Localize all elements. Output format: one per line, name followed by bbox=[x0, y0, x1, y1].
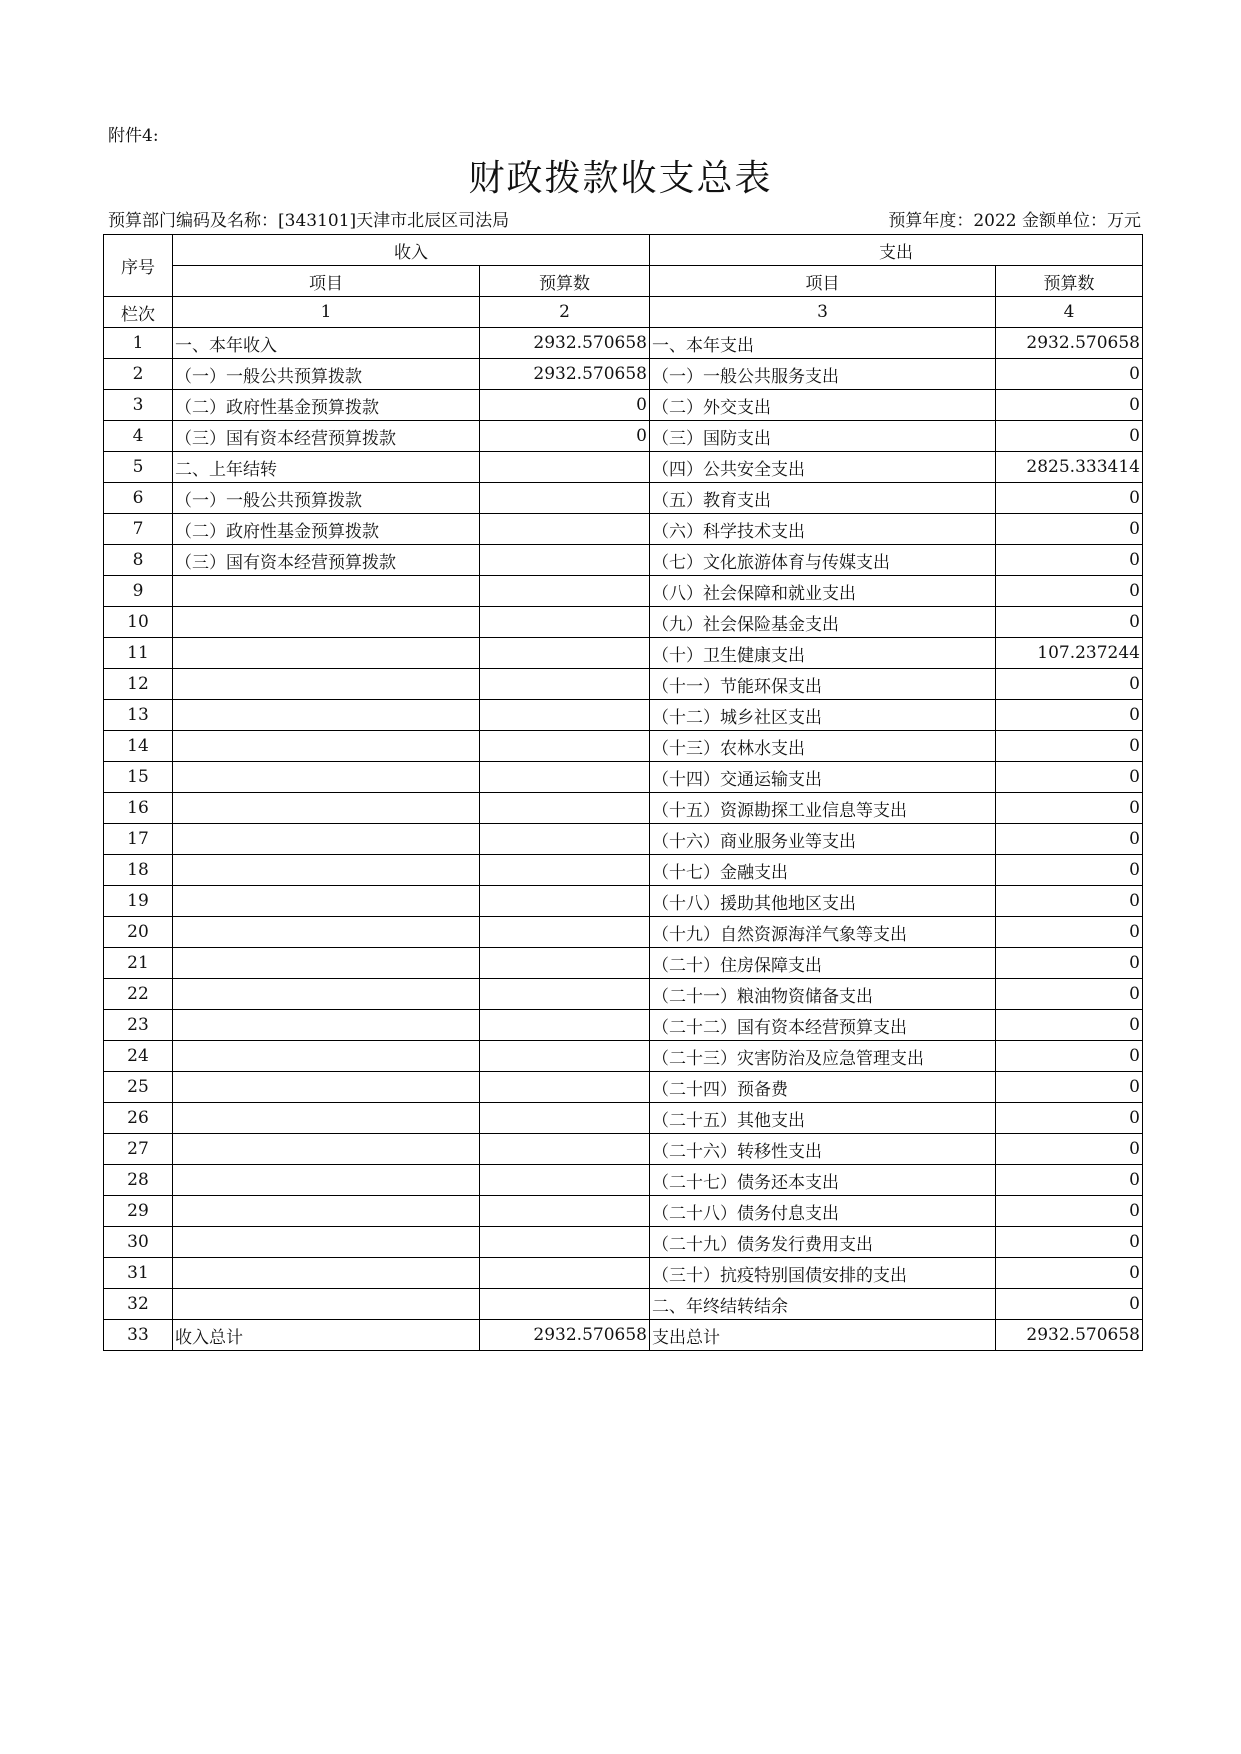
header-seq: 序号 bbox=[104, 235, 173, 297]
header-income-budget: 预算数 bbox=[480, 266, 650, 297]
income-item: 收入总计 bbox=[173, 1320, 480, 1351]
row-seq: 26 bbox=[104, 1103, 173, 1134]
table-row bbox=[104, 1041, 1143, 1072]
expense-amount: 0 bbox=[996, 793, 1143, 824]
income-item bbox=[173, 1041, 480, 1072]
income-item bbox=[173, 700, 480, 731]
row-seq: 8 bbox=[104, 545, 173, 576]
expense-amount: 2932.570658 bbox=[996, 1320, 1143, 1351]
income-item bbox=[173, 1010, 480, 1041]
table-row bbox=[104, 359, 1143, 390]
income-item bbox=[173, 731, 480, 762]
expense-item: （九）社会保险基金支出 bbox=[650, 607, 996, 638]
income-amount bbox=[480, 886, 650, 917]
table-row bbox=[104, 483, 1143, 514]
row-seq: 9 bbox=[104, 576, 173, 607]
expense-amount: 0 bbox=[996, 855, 1143, 886]
header-income: 收入 bbox=[173, 235, 650, 266]
expense-amount: 0 bbox=[996, 607, 1143, 638]
income-amount: 0 bbox=[480, 390, 650, 421]
income-amount bbox=[480, 1010, 650, 1041]
column-label: 栏次 bbox=[104, 297, 173, 328]
expense-item: （三十）抗疫特别国债安排的支出 bbox=[650, 1258, 996, 1289]
income-item bbox=[173, 917, 480, 948]
table-row bbox=[104, 1289, 1143, 1320]
table-row bbox=[104, 1258, 1143, 1289]
row-seq: 29 bbox=[104, 1196, 173, 1227]
income-item: （一）一般公共预算拨款 bbox=[173, 359, 480, 390]
expense-amount: 0 bbox=[996, 824, 1143, 855]
expense-amount: 0 bbox=[996, 1165, 1143, 1196]
income-item bbox=[173, 948, 480, 979]
expense-amount: 0 bbox=[996, 1134, 1143, 1165]
income-amount bbox=[480, 824, 650, 855]
expense-item: 一、本年支出 bbox=[650, 328, 996, 359]
expense-item: （八）社会保障和就业支出 bbox=[650, 576, 996, 607]
expense-amount: 0 bbox=[996, 917, 1143, 948]
expense-amount: 0 bbox=[996, 1041, 1143, 1072]
expense-item: （十二）城乡社区支出 bbox=[650, 700, 996, 731]
income-item bbox=[173, 1289, 480, 1320]
expense-item: （二）外交支出 bbox=[650, 390, 996, 421]
expense-amount: 0 bbox=[996, 1227, 1143, 1258]
expense-amount: 0 bbox=[996, 390, 1143, 421]
expense-amount: 2932.570658 bbox=[996, 328, 1143, 359]
page-title: 财政拨款收支总表 bbox=[468, 158, 773, 199]
income-item: （二）政府性基金预算拨款 bbox=[173, 514, 480, 545]
expense-item: （二十二）国有资本经营预算支出 bbox=[650, 1010, 996, 1041]
expense-amount: 0 bbox=[996, 1196, 1143, 1227]
income-item bbox=[173, 1227, 480, 1258]
income-amount bbox=[480, 731, 650, 762]
table-row bbox=[104, 638, 1143, 669]
table-row bbox=[104, 1010, 1143, 1041]
income-amount bbox=[480, 1165, 650, 1196]
expense-amount: 0 bbox=[996, 576, 1143, 607]
expense-amount: 0 bbox=[996, 545, 1143, 576]
income-amount: 2932.570658 bbox=[480, 1320, 650, 1351]
expense-amount: 0 bbox=[996, 359, 1143, 390]
expense-item: （二十四）预备费 bbox=[650, 1072, 996, 1103]
expense-item: （十五）资源勘探工业信息等支出 bbox=[650, 793, 996, 824]
row-seq: 33 bbox=[104, 1320, 173, 1351]
table-row bbox=[104, 1103, 1143, 1134]
table-row bbox=[104, 1134, 1143, 1165]
budget-table bbox=[103, 234, 1143, 1351]
expense-amount: 0 bbox=[996, 483, 1143, 514]
header-expense-item: 项目 bbox=[650, 266, 996, 297]
expense-item: （四）公共安全支出 bbox=[650, 452, 996, 483]
row-seq: 23 bbox=[104, 1010, 173, 1041]
expense-item: （十）卫生健康支出 bbox=[650, 638, 996, 669]
expense-item: （二十）住房保障支出 bbox=[650, 948, 996, 979]
table-row bbox=[104, 452, 1143, 483]
income-item: （三）国有资本经营预算拨款 bbox=[173, 421, 480, 452]
expense-item: （十七）金融支出 bbox=[650, 855, 996, 886]
table-row bbox=[104, 1165, 1143, 1196]
table-row bbox=[104, 700, 1143, 731]
row-seq: 19 bbox=[104, 886, 173, 917]
income-amount: 2932.570658 bbox=[480, 328, 650, 359]
row-seq: 7 bbox=[104, 514, 173, 545]
income-item bbox=[173, 1258, 480, 1289]
row-seq: 25 bbox=[104, 1072, 173, 1103]
header-income-item: 项目 bbox=[173, 266, 480, 297]
income-amount bbox=[480, 979, 650, 1010]
attachment-label: 附件4: bbox=[108, 126, 159, 146]
row-seq: 27 bbox=[104, 1134, 173, 1165]
table-row bbox=[104, 669, 1143, 700]
expense-item: 二、年终结转结余 bbox=[650, 1289, 996, 1320]
table-row bbox=[104, 607, 1143, 638]
income-item: （二）政府性基金预算拨款 bbox=[173, 390, 480, 421]
row-seq: 32 bbox=[104, 1289, 173, 1320]
income-item bbox=[173, 1072, 480, 1103]
row-seq: 14 bbox=[104, 731, 173, 762]
row-seq: 18 bbox=[104, 855, 173, 886]
expense-item: 支出总计 bbox=[650, 1320, 996, 1351]
column-number-4: 4 bbox=[996, 297, 1143, 328]
expense-item: （五）教育支出 bbox=[650, 483, 996, 514]
expense-item: （十六）商业服务业等支出 bbox=[650, 824, 996, 855]
expense-amount: 0 bbox=[996, 762, 1143, 793]
income-amount bbox=[480, 1041, 650, 1072]
expense-item: （十九）自然资源海洋气象等支出 bbox=[650, 917, 996, 948]
row-seq: 16 bbox=[104, 793, 173, 824]
income-item bbox=[173, 1196, 480, 1227]
row-seq: 10 bbox=[104, 607, 173, 638]
table-row bbox=[104, 886, 1143, 917]
income-item: 一、本年收入 bbox=[173, 328, 480, 359]
row-seq: 1 bbox=[104, 328, 173, 359]
column-number-2: 2 bbox=[480, 297, 650, 328]
expense-amount: 0 bbox=[996, 514, 1143, 545]
income-amount bbox=[480, 1103, 650, 1134]
expense-item: （十三）农林水支出 bbox=[650, 731, 996, 762]
table-row bbox=[104, 1227, 1143, 1258]
expense-amount: 107.237244 bbox=[996, 638, 1143, 669]
year-unit-info: 预算年度：2022 金额单位：万元 bbox=[888, 211, 1141, 231]
table-row bbox=[104, 824, 1143, 855]
income-amount bbox=[480, 1289, 650, 1320]
table-row bbox=[104, 1072, 1143, 1103]
expense-amount: 0 bbox=[996, 669, 1143, 700]
table-row bbox=[104, 514, 1143, 545]
income-amount bbox=[480, 948, 650, 979]
table-row bbox=[104, 545, 1143, 576]
table-row bbox=[104, 328, 1143, 359]
expense-amount: 0 bbox=[996, 979, 1143, 1010]
income-item bbox=[173, 1103, 480, 1134]
row-seq: 31 bbox=[104, 1258, 173, 1289]
income-amount bbox=[480, 638, 650, 669]
expense-item: （二十七）债务还本支出 bbox=[650, 1165, 996, 1196]
expense-amount: 0 bbox=[996, 421, 1143, 452]
income-amount bbox=[480, 1134, 650, 1165]
table-row bbox=[104, 731, 1143, 762]
income-amount bbox=[480, 1227, 650, 1258]
income-item bbox=[173, 855, 480, 886]
expense-item: （三）国防支出 bbox=[650, 421, 996, 452]
income-amount bbox=[480, 917, 650, 948]
income-amount bbox=[480, 1196, 650, 1227]
column-number-1: 1 bbox=[173, 297, 480, 328]
income-amount bbox=[480, 669, 650, 700]
income-amount bbox=[480, 855, 650, 886]
income-amount: 0 bbox=[480, 421, 650, 452]
table-row bbox=[104, 948, 1143, 979]
income-item bbox=[173, 979, 480, 1010]
income-amount bbox=[480, 1072, 650, 1103]
expense-amount: 0 bbox=[996, 1010, 1143, 1041]
row-seq: 20 bbox=[104, 917, 173, 948]
row-seq: 17 bbox=[104, 824, 173, 855]
income-item bbox=[173, 669, 480, 700]
table-row bbox=[104, 979, 1143, 1010]
expense-amount: 0 bbox=[996, 700, 1143, 731]
expense-item: （二十九）债务发行费用支出 bbox=[650, 1227, 996, 1258]
row-seq: 28 bbox=[104, 1165, 173, 1196]
income-amount: 2932.570658 bbox=[480, 359, 650, 390]
income-item: 二、上年结转 bbox=[173, 452, 480, 483]
expense-amount: 0 bbox=[996, 886, 1143, 917]
row-seq: 11 bbox=[104, 638, 173, 669]
expense-amount: 0 bbox=[996, 1289, 1143, 1320]
row-seq: 5 bbox=[104, 452, 173, 483]
expense-amount: 0 bbox=[996, 948, 1143, 979]
income-amount bbox=[480, 576, 650, 607]
row-seq: 21 bbox=[104, 948, 173, 979]
column-number-3: 3 bbox=[650, 297, 996, 328]
expense-item: （六）科学技术支出 bbox=[650, 514, 996, 545]
income-amount bbox=[480, 483, 650, 514]
table-row bbox=[104, 1196, 1143, 1227]
income-item bbox=[173, 1165, 480, 1196]
expense-item: （十一）节能环保支出 bbox=[650, 669, 996, 700]
table-row bbox=[104, 762, 1143, 793]
row-seq: 4 bbox=[104, 421, 173, 452]
row-seq: 22 bbox=[104, 979, 173, 1010]
table-row bbox=[104, 917, 1143, 948]
expense-amount: 0 bbox=[996, 1103, 1143, 1134]
expense-item: （二十一）粮油物资储备支出 bbox=[650, 979, 996, 1010]
table-row bbox=[104, 390, 1143, 421]
row-seq: 30 bbox=[104, 1227, 173, 1258]
income-item bbox=[173, 762, 480, 793]
income-amount bbox=[480, 793, 650, 824]
income-amount bbox=[480, 514, 650, 545]
income-item bbox=[173, 638, 480, 669]
income-amount bbox=[480, 607, 650, 638]
income-amount bbox=[480, 452, 650, 483]
income-amount bbox=[480, 545, 650, 576]
expense-amount: 2825.333414 bbox=[996, 452, 1143, 483]
income-item: （三）国有资本经营预算拨款 bbox=[173, 545, 480, 576]
table-row bbox=[104, 1320, 1143, 1351]
income-amount bbox=[480, 762, 650, 793]
department-info: 预算部门编码及名称：[343101]天津市北辰区司法局 bbox=[108, 211, 510, 231]
row-seq: 24 bbox=[104, 1041, 173, 1072]
income-item bbox=[173, 793, 480, 824]
table-row bbox=[104, 421, 1143, 452]
expense-item: （二十三）灾害防治及应急管理支出 bbox=[650, 1041, 996, 1072]
income-amount bbox=[480, 1258, 650, 1289]
income-item bbox=[173, 576, 480, 607]
expense-item: （二十六）转移性支出 bbox=[650, 1134, 996, 1165]
table-row bbox=[104, 793, 1143, 824]
expense-item: （十八）援助其他地区支出 bbox=[650, 886, 996, 917]
table-row bbox=[104, 576, 1143, 607]
header-expense-budget: 预算数 bbox=[996, 266, 1143, 297]
income-amount bbox=[480, 700, 650, 731]
header-expense: 支出 bbox=[650, 235, 1143, 266]
expense-amount: 0 bbox=[996, 1258, 1143, 1289]
row-seq: 13 bbox=[104, 700, 173, 731]
row-seq: 2 bbox=[104, 359, 173, 390]
row-seq: 3 bbox=[104, 390, 173, 421]
expense-item: （十四）交通运输支出 bbox=[650, 762, 996, 793]
row-seq: 15 bbox=[104, 762, 173, 793]
income-item bbox=[173, 824, 480, 855]
expense-item: （二十五）其他支出 bbox=[650, 1103, 996, 1134]
expense-amount: 0 bbox=[996, 731, 1143, 762]
income-item bbox=[173, 607, 480, 638]
expense-item: （七）文化旅游体育与传媒支出 bbox=[650, 545, 996, 576]
income-item bbox=[173, 1134, 480, 1165]
income-item: （一）一般公共预算拨款 bbox=[173, 483, 480, 514]
income-item bbox=[173, 886, 480, 917]
row-seq: 12 bbox=[104, 669, 173, 700]
expense-item: （二十八）债务付息支出 bbox=[650, 1196, 996, 1227]
expense-item: （一）一般公共服务支出 bbox=[650, 359, 996, 390]
expense-amount: 0 bbox=[996, 1072, 1143, 1103]
table-body bbox=[104, 328, 1143, 1351]
table-row bbox=[104, 855, 1143, 886]
row-seq: 6 bbox=[104, 483, 173, 514]
